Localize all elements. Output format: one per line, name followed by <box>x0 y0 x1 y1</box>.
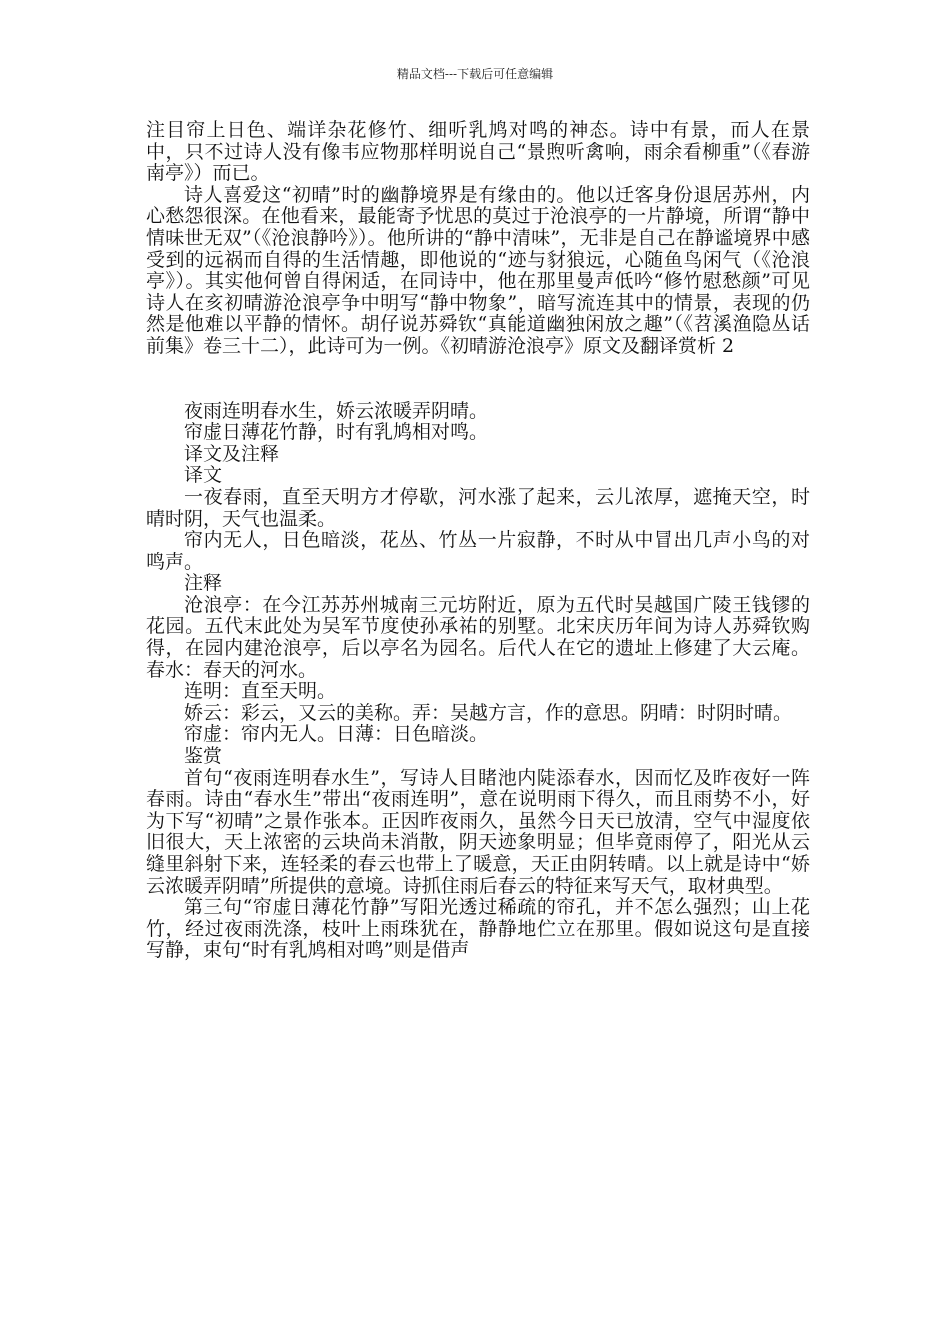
paragraph: 帘内无人，日色暗淡，花丛、竹丛一片寂静，不时从中冒出几声小鸟的对鸣声。 <box>146 529 810 573</box>
page-header: 精品文档---下载后可任意编辑 <box>396 67 554 81</box>
section-gap <box>146 358 810 401</box>
document-body <box>146 120 810 962</box>
paragraph: 诗人喜爱这“初晴”时的幽静境界是有缘由的。他以迁客身份退居苏州，内心愁怨很深。在他看来，最能寄予忧思的莫过于沧浪亭的一片静境，所谓“静中情味世无双”（《沧浪静吟》）。他所讲的“静中清味”，无非是自己在静谧境界中感受到的远祸而自得的生活情趣，即他说的“迹与豺狼远，心随鱼鸟闲气（《沧浪亭》）。其实他何曾自得闲适，在同诗中，他在那里曼声低吟“修竹慰愁颜”可见诗人在亥初晴游沧浪亭争中明写“静中物象”，暗写流连其中的情景，表现的仍然是他难以平静的情怀。胡仔说苏舜钦“真能道幽独闲放之趣”（《苕溪渔隐丛话前集》卷三十二），此诗可为一例。《初晴游沧浪亭》原文及翻译赏析 2 <box>146 183 810 357</box>
paragraph: 一夜春雨，直至天明方才停歇，河水涨了起来，云儿浓厚，遮掩天空，时晴时阴，天气也温柔。 <box>146 485 810 530</box>
paragraph: 注目帘上日色、端详杂花修竹、细听乳鸠对鸣的神态。诗中有景，而人在景中，只不过诗人没有像韦应物那样明说自己“景煦听禽响，雨余看柳重”（《春游南亭》）而已。 <box>146 119 810 185</box>
section-poem-2 <box>146 401 810 962</box>
paragraph: 沧浪亭：在今江苏苏州城南三元坊附近，原为五代时吴越国广陵王钱镠的花园。五代末此处为吴军节度使孙承祐的别墅。北宋庆历年间为诗人苏舜钦购得，在园内建沧浪亭，后以亭名为园名。后代人在它的遗址上修建了大云庵。春水：春天的河水。 <box>146 593 810 681</box>
poem-line: 夜雨连明春水生，娇云浓暖弄阴晴。 <box>184 399 489 422</box>
paragraph: 连明：直至天明。 <box>184 680 337 703</box>
section-heading: 注释 <box>184 572 223 595</box>
paragraph: 娇云：彩云，又云的美称。弄：吴越方言，作的意思。阴晴：时阴时晴。 <box>184 701 793 724</box>
paragraph: 第三句“帘虚日薄花竹静”写阳光透过稀疏的帘孔，并不怎么强烈；山上花竹，经过夜雨洗涤，枝叶上雨珠犹在，静静地伫立在那里。假如说这句是直接写静，束句“时有乳鸠相对鸣”则是借声 <box>146 896 810 962</box>
poem-line: 帘虚日薄花竹静，时有乳鸠相对鸣。 <box>184 421 489 444</box>
section-appreciation-continued <box>146 120 810 358</box>
paragraph: 首句“夜雨连明春水生”，写诗人目睹池内陡添春水，因而忆及昨夜好一阵春雨。诗由“春水生”带出“夜雨连明”，意在说明雨下得久，而且雨势不小，好为下写“初晴”之景作张本。正因昨夜雨久，虽然今日天已放清，空气中湿度依旧很大，天上浓密的云块尚未消散，阴天迹象明显；但毕竟雨停了，阳光从云缝里斜射下来，连轻柔的春云也带上了暖意，天正由阴转晴。以上就是诗中“娇云浓暖弄阴晴”所提供的意境。诗抓住雨后春云的特征来写天气，取材典型。 <box>146 766 810 897</box>
section-heading: 译文 <box>184 464 223 487</box>
section-heading: 鉴赏 <box>184 745 223 768</box>
section-heading: 译文及注释 <box>184 442 280 465</box>
paragraph: 帘虚：帘内无人。日薄：日色暗淡。 <box>184 723 489 746</box>
